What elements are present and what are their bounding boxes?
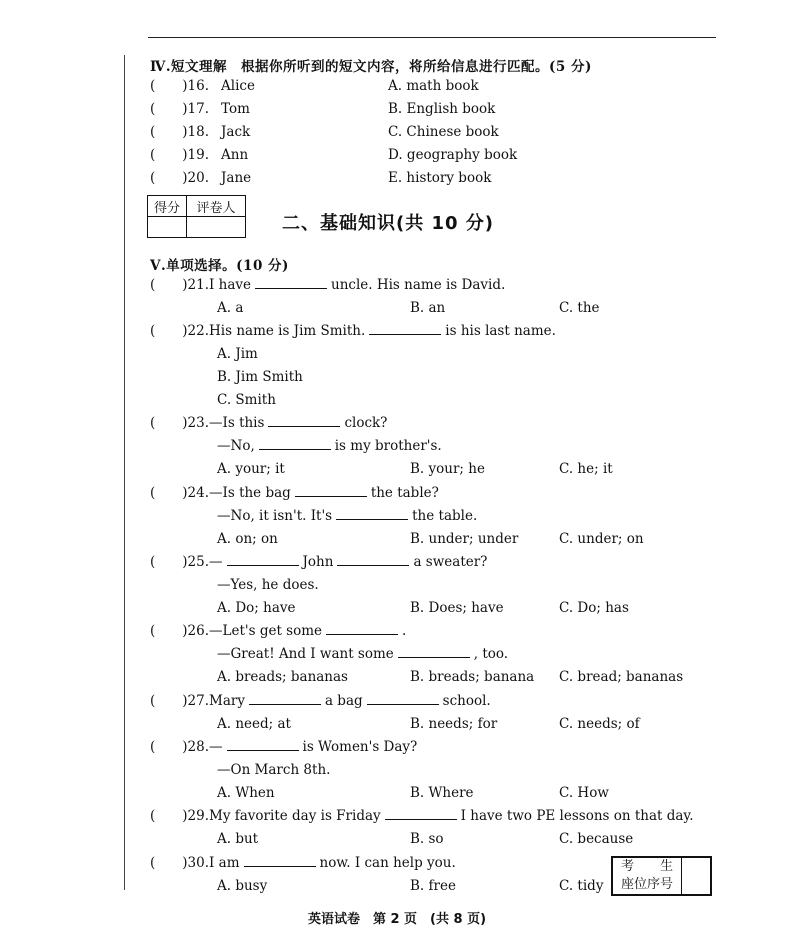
q24-l2-pre: —No, it isn't. It's xyxy=(217,508,333,524)
q26-option-c: C. bread; bananas xyxy=(559,669,684,685)
q28-l1-post: is Women's Day? xyxy=(302,739,418,755)
q27-blank-2[interactable] xyxy=(367,692,439,705)
q22-blank[interactable] xyxy=(369,322,441,335)
q22-option-c: C. Smith xyxy=(217,392,276,408)
q26-blank-1[interactable] xyxy=(326,622,398,635)
q19-name: Ann xyxy=(221,147,249,163)
q30-option-a: A. busy xyxy=(217,878,268,894)
q22-pre: His name is Jim Smith. xyxy=(209,323,366,339)
q20-name: Jane xyxy=(221,170,252,186)
q24-number: ( )24. xyxy=(150,485,210,501)
seat-number-box xyxy=(611,856,712,896)
q26-l1-post: . xyxy=(402,623,407,639)
q26-l2-pre: —Great! And I want some xyxy=(217,646,394,662)
q21-option-b: B. an xyxy=(410,300,446,316)
q30-post: now. I can help you. xyxy=(319,855,456,871)
q23-l1-post: clock? xyxy=(344,415,388,431)
q30-number: ( )30. xyxy=(150,855,210,871)
q22-option-b: B. Jim Smith xyxy=(217,369,303,385)
q28-line-1 xyxy=(150,738,417,756)
page-footer: 英语试卷 第 2 页 (共 8 页) xyxy=(307,912,487,927)
q19-number: ( )19. xyxy=(150,147,210,163)
q27-line xyxy=(150,692,491,710)
q29-pre: My favorite day is Friday xyxy=(209,808,381,824)
q27-option-b: B. needs; for xyxy=(410,716,498,732)
q30-blank[interactable] xyxy=(244,854,316,867)
q27-number: ( )27. xyxy=(150,693,210,709)
q25-line-1 xyxy=(150,553,487,571)
q30-pre: I am xyxy=(209,855,240,871)
seat-number-cell[interactable] xyxy=(682,858,710,894)
seat-number-label xyxy=(613,858,682,894)
q27-post: school. xyxy=(442,693,491,709)
q17-option: B. English book xyxy=(388,101,496,117)
section-4-title: Ⅳ.短文理解 根据你所听到的短文内容，将所给信息进行匹配。(5 分) xyxy=(150,59,592,75)
q21-option-a: A. a xyxy=(217,300,244,316)
q28-line-2: —On March 8th. xyxy=(217,762,331,778)
q17-number: ( )17. xyxy=(150,101,210,117)
q25-l1-mid: John xyxy=(302,554,334,570)
q29-option-b: B. so xyxy=(410,831,444,847)
q24-line-2 xyxy=(217,507,477,525)
q25-option-b: B. Does; have xyxy=(410,600,504,616)
q18-number: ( )18. xyxy=(150,124,210,140)
q24-line-1 xyxy=(150,484,439,502)
q29-post: I have two PE lessons on that day. xyxy=(460,808,694,824)
q18-option: C. Chinese book xyxy=(388,124,499,140)
q26-option-b: B. breads; banana xyxy=(410,669,535,685)
q23-line-1 xyxy=(150,414,387,432)
part-2-heading: 二、基础知识(共 10 分) xyxy=(282,213,495,234)
q24-option-c: C. under; on xyxy=(559,531,644,547)
q29-line xyxy=(150,807,694,825)
q25-line-2: —Yes, he does. xyxy=(217,577,319,593)
q26-line-1 xyxy=(150,622,406,640)
score-label: 得分 xyxy=(148,196,187,217)
q24-l1-pre: —Is the bag xyxy=(209,485,291,501)
q21-option-c: C. the xyxy=(559,300,600,316)
q29-option-a: A. but xyxy=(217,831,259,847)
q26-l2-post: , too. xyxy=(473,646,509,662)
q29-option-c: C. because xyxy=(559,831,634,847)
q23-l2-post: is my brother's. xyxy=(334,438,442,454)
q23-blank-2[interactable] xyxy=(259,437,331,450)
q26-option-a: A. breads; bananas xyxy=(217,669,348,685)
q19-option: D. geography book xyxy=(388,147,518,163)
q24-l2-post: the table. xyxy=(412,508,478,524)
q22-option-a: A. Jim xyxy=(217,346,258,362)
score-cell[interactable] xyxy=(148,217,187,238)
q25-blank-1[interactable] xyxy=(227,553,299,566)
q24-blank-1[interactable] xyxy=(295,484,367,497)
q27-option-c: C. needs; of xyxy=(559,716,640,732)
q28-option-a: A. When xyxy=(217,785,275,801)
q21-line xyxy=(150,276,505,294)
top-rule xyxy=(148,37,716,38)
q21-number: ( )21. xyxy=(150,277,210,293)
section-5-title: Ⅴ.单项选择。(10 分) xyxy=(150,258,289,274)
q23-number: ( )23. xyxy=(150,415,210,431)
q21-post: uncle. His name is David. xyxy=(331,277,506,293)
score-box xyxy=(147,195,246,238)
q23-option-b: B. your; he xyxy=(410,461,485,477)
q17-name: Tom xyxy=(221,101,250,117)
q24-option-a: A. on; on xyxy=(217,531,278,547)
q23-option-c: C. he; it xyxy=(559,461,613,477)
binding-line xyxy=(124,55,125,890)
q16-name: Alice xyxy=(221,78,255,94)
grader-cell[interactable] xyxy=(187,217,246,238)
q26-l1-pre: —Let's get some xyxy=(209,623,323,639)
q28-option-c: C. How xyxy=(559,785,609,801)
q16-number: ( )16. xyxy=(150,78,210,94)
q27-pre: Mary xyxy=(209,693,245,709)
q24-l1-post: the table? xyxy=(370,485,439,501)
q22-number: ( )22. xyxy=(150,323,210,339)
q26-number: ( )26. xyxy=(150,623,210,639)
seat-label-line-2: 座位序号 xyxy=(620,877,673,892)
q23-option-a: A. your; it xyxy=(217,461,285,477)
q16-option: A. math book xyxy=(388,78,479,94)
q30-option-b: B. free xyxy=(410,878,456,894)
q25-option-c: C. Do; has xyxy=(559,600,629,616)
q25-l1-post: a sweater? xyxy=(413,554,488,570)
grader-label: 评卷人 xyxy=(187,196,246,217)
q24-option-b: B. under; under xyxy=(410,531,519,547)
q27-option-a: A. need; at xyxy=(217,716,291,732)
q20-option: E. history book xyxy=(388,170,492,186)
q25-number: ( )25. xyxy=(150,554,210,570)
seat-label-line-1: 考 生 xyxy=(620,859,673,874)
q28-l1-pre: — xyxy=(209,739,223,755)
q28-number: ( )28. xyxy=(150,739,210,755)
q21-pre: I have xyxy=(209,277,251,293)
q26-blank-2[interactable] xyxy=(398,645,470,658)
q23-line-2 xyxy=(217,437,442,455)
q26-line-2 xyxy=(217,645,508,663)
q21-blank[interactable] xyxy=(255,276,327,289)
q28-option-b: B. Where xyxy=(410,785,474,801)
q22-post: is his last name. xyxy=(445,323,556,339)
q28-blank[interactable] xyxy=(227,738,299,751)
q22-line xyxy=(150,322,556,340)
q23-blank-1[interactable] xyxy=(268,414,340,427)
q29-blank[interactable] xyxy=(385,807,457,820)
q25-l1-pre: — xyxy=(209,554,223,570)
q30-option-c: C. tidy xyxy=(559,878,604,894)
q27-blank-1[interactable] xyxy=(249,692,321,705)
q27-mid: a bag xyxy=(324,693,363,709)
q30-line xyxy=(150,854,456,872)
q20-number: ( )20. xyxy=(150,170,210,186)
q18-name: Jack xyxy=(221,124,251,140)
q23-l2-pre: —No, xyxy=(217,438,255,454)
q24-blank-2[interactable] xyxy=(336,507,408,520)
q29-number: ( )29. xyxy=(150,808,210,824)
q25-blank-2[interactable] xyxy=(337,553,409,566)
q23-l1-pre: —Is this xyxy=(209,415,265,431)
q25-option-a: A. Do; have xyxy=(217,600,296,616)
